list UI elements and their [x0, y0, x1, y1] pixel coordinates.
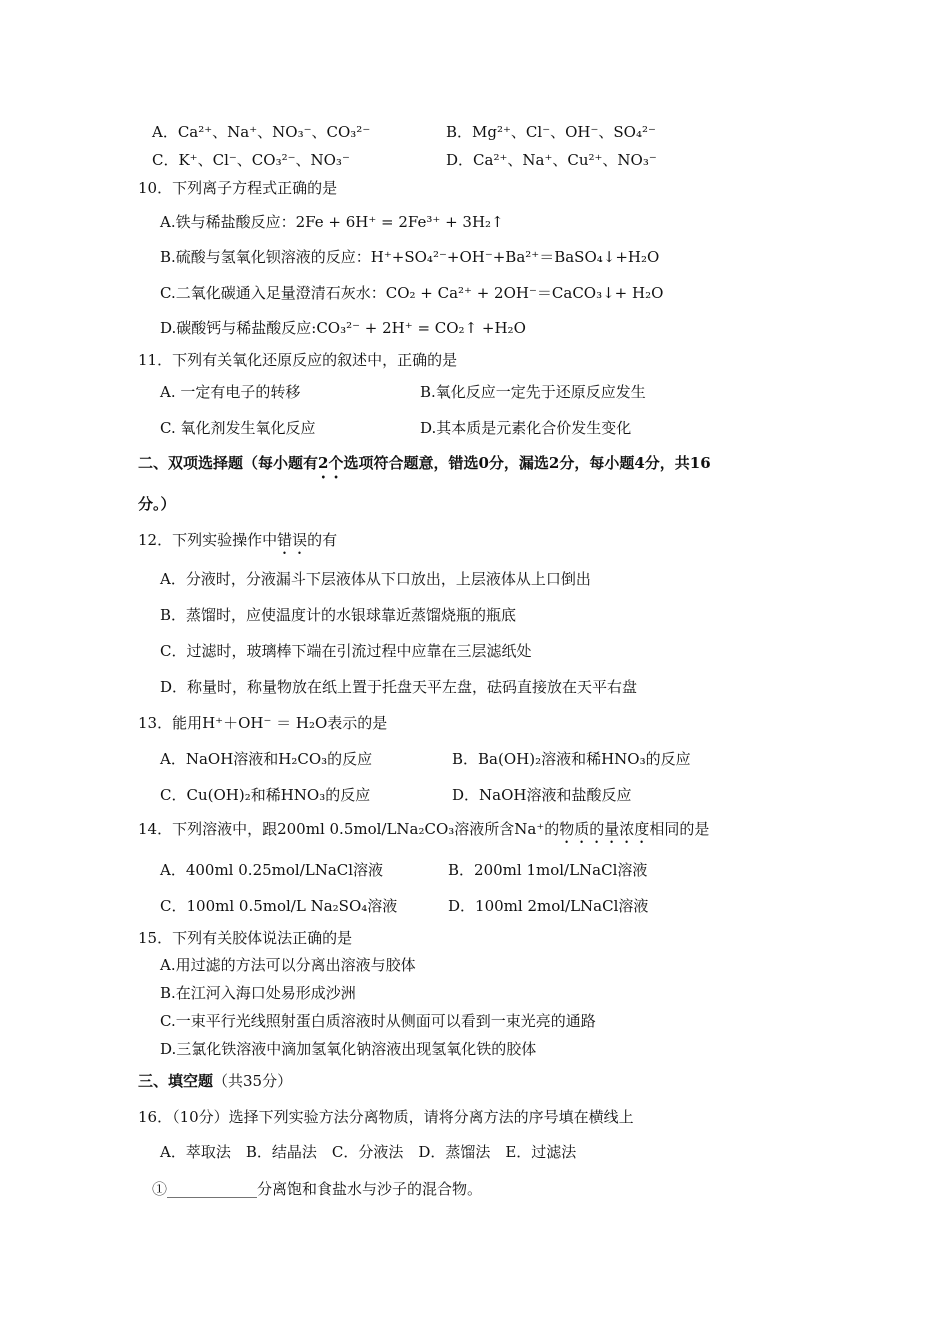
q9-option-c: C．K⁺、Cl⁻、CO₃²⁻、NO₃⁻	[152, 151, 350, 169]
q11-option-c: C. 氧化剂发生氧化反应	[160, 419, 316, 437]
section-3-score: （共35分）	[213, 1072, 293, 1090]
q13-stem: 13．能用H⁺＋OH⁻ ＝ H₂O表示的是	[138, 714, 388, 732]
q9-option-b: B．Mg²⁺、Cl⁻、OH⁻、SO₄²⁻	[446, 123, 656, 141]
q12-stem	[138, 530, 337, 558]
q12-stem-pre: 12．下列实验操作中	[138, 531, 278, 549]
q12-option-a: A．分液时，分液漏斗下层液体从下口放出，上层液体从上口倒出	[160, 570, 591, 588]
q15-stem: 15．下列有关胶体说法正确的是	[138, 929, 353, 947]
q15-option-d: D.三氯化铁溶液中滴加氢氧化钠溶液出现氢氧化铁的胶体	[160, 1040, 537, 1058]
section-3-title: 三、填空题	[138, 1072, 214, 1090]
q10-stem: 10．下列离子方程式正确的是	[138, 179, 338, 197]
section-2-heading-emphasis: 2个	[318, 454, 344, 472]
section-2-heading-pre: 二、双项选择题（每小题有	[138, 454, 319, 472]
section-3-heading	[138, 1071, 292, 1091]
q12-option-d: D．称量时，称量物放在纸上置于托盘天平左盘，砝码直接放在天平右盘	[160, 678, 638, 696]
q11-option-d: D.其本质是元素化合价发生变化	[420, 419, 632, 437]
q15-option-c: C.一束平行光线照射蛋白质溶液时从侧面可以看到一束光亮的通路	[160, 1012, 596, 1030]
q14-option-b: B．200ml 1mol/LNaCl溶液	[448, 861, 648, 879]
q11-option-b: B.氧化反应一定先于还原反应发生	[420, 383, 646, 401]
q14-stem-emphasis: 物质的量浓度	[559, 820, 650, 838]
q16-methods: A．萃取法 B．结晶法 C．分液法 D．蒸馏法 E．过滤法	[160, 1143, 577, 1161]
q10-option-b: B.硫酸与氢氧化钡溶液的反应：H⁺+SO₄²⁻+OH⁻+Ba²⁺＝BaSO₄↓+H₂O	[160, 248, 660, 266]
q12-option-b: B．蒸馏时，应使温度计的水银球靠近蒸馏烧瓶的瓶底	[160, 606, 517, 624]
q14-stem	[138, 819, 709, 847]
q14-option-a: A．400ml 0.25mol/LNaCl溶液	[160, 861, 384, 879]
q16-item-1: ①____________分离饱和食盐水与沙子的混合物。	[152, 1180, 483, 1198]
q13-option-b: B．Ba(OH)₂溶液和稀HNO₃的反应	[452, 750, 691, 768]
q15-option-b: B.在江河入海口处易形成沙洲	[160, 984, 356, 1002]
q14-stem-pre: 14．下列溶液中，跟200ml 0.5mol/LNa₂CO₃溶液所含Na⁺的	[138, 820, 560, 838]
q11-option-a: A. 一定有电子的转移	[160, 383, 301, 401]
q16-stem: 16．（10分）选择下列实验方法分离物质，请将分离方法的序号填在横线上	[138, 1108, 634, 1126]
q9-option-a: A．Ca²⁺、Na⁺、NO₃⁻、CO₃²⁻	[152, 123, 371, 141]
q10-option-c: C.二氧化碳通入足量澄清石灰水：CO₂ + Ca²⁺ + 2OH⁻＝CaCO₃↓+ H₂O	[160, 284, 664, 302]
q9-option-d: D．Ca²⁺、Na⁺、Cu²⁺、NO₃⁻	[446, 151, 657, 169]
q12-option-c: C．过滤时，玻璃棒下端在引流过程中应靠在三层滤纸处	[160, 642, 532, 660]
q10-option-d: D.碳酸钙与稀盐酸反应:CO₃²⁻ + 2H⁺ = CO₂↑ +H₂O	[160, 319, 526, 337]
q15-option-a: A.用过滤的方法可以分离出溶液与胶体	[160, 956, 416, 974]
q10-option-a: A.铁与稀盐酸反应：2Fe + 6H⁺ = 2Fe³⁺ + 3H₂↑	[160, 213, 504, 231]
q12-stem-post: 的有	[307, 531, 338, 549]
q13-option-a: A．NaOH溶液和H₂CO₃的反应	[160, 750, 373, 768]
section-2-heading	[138, 453, 711, 482]
q14-stem-post: 相同的是	[649, 820, 710, 838]
q12-stem-emphasis: 错误	[277, 531, 308, 549]
section-2-heading-continued: 分。）	[138, 495, 176, 513]
q14-option-d: D．100ml 2mol/LNaCl溶液	[448, 897, 649, 915]
q14-option-c: C．100ml 0.5mol/L Na₂SO₄溶液	[160, 897, 398, 915]
q11-stem: 11．下列有关氧化还原反应的叙述中，正确的是	[138, 351, 458, 369]
q13-option-c: C．Cu(OH)₂和稀HNO₃的反应	[160, 786, 371, 804]
q13-option-d: D．NaOH溶液和盐酸反应	[452, 786, 632, 804]
section-2-heading-post: 选项符合题意，错选0分，漏选2分，每小题4分，共16	[343, 454, 711, 472]
